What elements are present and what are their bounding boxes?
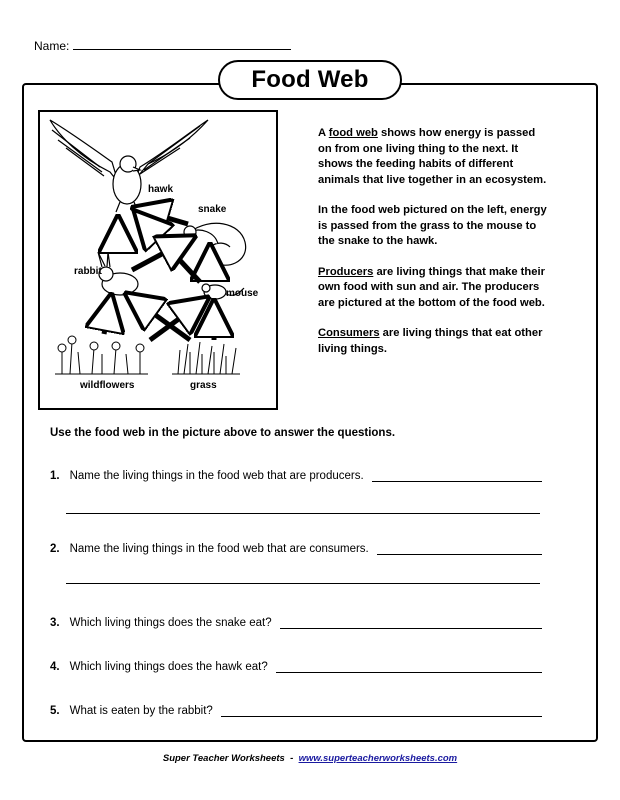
question-3: 3. Which living things does the snake eat? — [50, 617, 542, 629]
question-5: 5. What is eaten by the rabbit? — [50, 705, 542, 717]
name-row — [34, 38, 291, 53]
name-label: Name: — [34, 39, 70, 53]
question-2: 2. Name the living things in the food web that are consumers. — [50, 543, 542, 555]
term-consumers: Consumers — [318, 327, 380, 339]
answer-line-4[interactable] — [276, 662, 542, 673]
food-web-illustration — [40, 112, 276, 408]
hawk-drawing — [50, 120, 208, 212]
question-4: 4. Which living things does the hawk eat? — [50, 661, 542, 673]
snake-drawing — [184, 223, 246, 265]
footer-brand: Super Teacher Worksheets — [162, 753, 285, 764]
grass-drawing — [172, 342, 240, 374]
answer-line-5[interactable] — [221, 706, 542, 717]
arrow-wildflowers-to-mouse — [150, 302, 202, 340]
answer-line-2b[interactable] — [66, 583, 540, 584]
mouse-label: mouse — [226, 288, 259, 299]
arrow-wildflowers-to-rabbit — [104, 302, 110, 334]
footer — [0, 753, 620, 764]
grass-label: grass — [190, 380, 217, 391]
answer-line-3[interactable] — [280, 618, 542, 629]
rabbit-drawing — [98, 252, 138, 295]
page-title: Food Web — [251, 66, 369, 93]
name-field[interactable] — [73, 38, 291, 50]
info-paragraph-3: Producers are living things that make their own food with sun and air. The producers are pictured at the bottom of the food web. — [318, 265, 545, 309]
info-paragraph-2: In the food web pictured on the left, energy is passed from the grass to the mouse to the snake to the hawk. — [318, 204, 547, 247]
hawk-label: hawk — [148, 184, 174, 195]
info-text — [318, 126, 550, 372]
wildflowers-drawing — [55, 336, 148, 374]
answer-line-1[interactable] — [372, 471, 542, 482]
term-food-web: food web — [328, 127, 378, 139]
question-1: 1. Name the living things in the food web that are producers. — [50, 470, 542, 482]
rabbit-label: rabbit — [74, 266, 102, 277]
answer-line-2[interactable] — [377, 544, 542, 555]
answer-line-1b[interactable] — [66, 513, 540, 514]
instructions: Use the food web in the picture above to answer the questions. — [50, 427, 396, 439]
wildflowers-label: wildflowers — [80, 380, 135, 391]
term-producers: Producers — [318, 265, 374, 278]
info-paragraph-1: A food web shows how energy is passed on from one living thing to the next. It shows the feeding habits of different animals that live together in an ecosystem. — [318, 127, 547, 186]
title-banner — [218, 60, 402, 100]
footer-link[interactable]: www.superteacherworksheets.com — [298, 753, 458, 764]
info-paragraph-4: Consumers are living things that eat other living things. — [318, 327, 543, 355]
food-web-picture — [38, 110, 278, 410]
arrow-rabbit-to-snake — [132, 240, 188, 270]
snake-label: snake — [198, 204, 227, 215]
footer-separator: - — [290, 753, 294, 764]
